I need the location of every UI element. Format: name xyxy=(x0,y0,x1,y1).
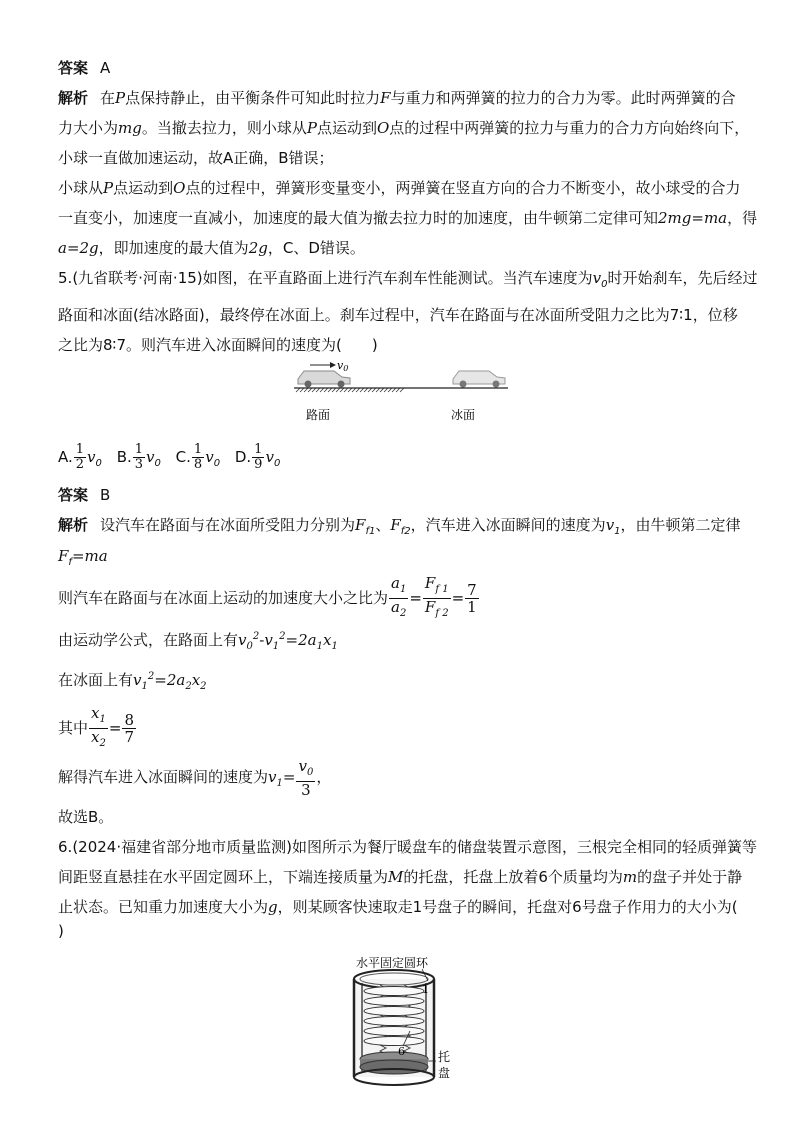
fraction-a1-a2: $\frac{a_1}{a_2}$ xyxy=(391,574,407,619)
plate-warmer-figure xyxy=(58,943,748,1143)
explanation-label: 解析 xyxy=(58,516,89,534)
road-kinematics-line: 由运动学公式，在路面上有$v_0^2-v_1^2=2a_1x_1$ xyxy=(58,631,338,652)
option-d[interactable]: D. $\frac{1}{9}$ $v_0$ xyxy=(234,442,281,472)
explanation-line-4: 小球从P点运动到O点的过程中，弹簧形变量变小，两弹簧在竖直方向的合力不断变小，故小球受的合力 xyxy=(58,179,741,197)
answer-label: 答案 xyxy=(58,486,89,504)
option-a[interactable]: A. $\frac{1}{2}$ $v_0$ xyxy=(58,442,102,472)
velocity-label: v0 xyxy=(337,359,349,373)
road-label: 路面 xyxy=(306,408,331,422)
ice-label: 冰面 xyxy=(451,408,476,422)
ring-label: 水平固定圆环 xyxy=(356,956,429,970)
fraction-7-1: $\frac{7}{1}$ xyxy=(467,581,477,616)
road-ice-figure xyxy=(58,357,748,437)
explanation-label: 解析 xyxy=(58,89,89,107)
plate-1-label: 1 xyxy=(422,983,429,996)
tray-icon xyxy=(354,1052,434,1085)
option-c[interactable]: C. $\frac{1}{8}$ $v_0$ xyxy=(175,442,221,472)
question-6-line-3: 止状态。已知重力加速度大小为g，则某顾客快速取走1号盘子的瞬间，托盘对6号盘子作用力的大小为( xyxy=(58,898,738,916)
options-row xyxy=(58,437,748,477)
answer-label: 答案 xyxy=(58,59,89,77)
explanation-line-6: a=2g，即加速度的最大值为2g，C、D错误。 xyxy=(58,239,365,257)
explanation-line-2: 力大小为mg。当撤去拉力，则小球从P点运动到O点的过程中两弹簧的拉力与重力的合力方向始终向下， xyxy=(58,119,750,137)
newton-law-line: $F_f=ma$ xyxy=(58,547,108,568)
tray-label-2: 盘 xyxy=(438,1066,451,1080)
question-5-line-2: 路面和冰面(结冰路面)，最终停在冰面上。刹车过程中，汽车在路面与在冰面所受阻力之比为7∶1，位移 xyxy=(58,306,738,324)
arrow-head-icon xyxy=(330,362,336,368)
option-b[interactable]: B. $\frac{1}{3}$ $v_0$ xyxy=(116,442,161,472)
question-number: 5. xyxy=(58,269,73,287)
question-6-line-4: ) xyxy=(58,922,64,940)
road-ice-diagram xyxy=(58,357,748,437)
question-6-line-2: 间距竖直悬挂在水平固定圆环上，下端连接质量为M的托盘，托盘上放着6个质量均为m的盘子并处于静 xyxy=(58,868,743,886)
fraction-ff1-ff2: $\frac{F_{f 1}}{F_{f 2}}$ xyxy=(424,574,449,619)
road-hatching xyxy=(296,388,404,392)
explanation-2-line-1: 解析 设汽车在路面与在冰面所受阻力分别为$F_{f1}$、$F_{f2}$，汽车进入冰面瞬间的速度为$v_1$，由牛顿第二定律 xyxy=(58,516,741,537)
car-on-road-icon xyxy=(298,371,350,388)
fraction-x1-x2: $\frac{x_1}{x_2}$ xyxy=(91,704,106,749)
question-5-line-3: 之比为8∶7。则汽车进入冰面瞬间的速度为( ) xyxy=(58,336,378,354)
question-number: 6. xyxy=(58,838,73,856)
car-on-ice-icon xyxy=(453,371,505,388)
answer-value: B xyxy=(100,486,111,504)
explanation-line-3: 小球一直做加速运动，故A正确，B错误； xyxy=(58,149,334,167)
plate-warmer-diagram xyxy=(58,943,748,1143)
fraction-8-7: $\frac{8}{7}$ xyxy=(124,711,134,746)
question-5-line-1: 5.(九省联考·河南·15)如图，在平直路面上进行汽车刹车性能测试。当汽车速度为$v_0$时开始刹车，先后经过 xyxy=(58,269,758,290)
tray-label-1: 托 xyxy=(438,1050,451,1064)
choice-line: 故选B。 xyxy=(58,808,114,826)
displacement-ratio-line: 其中 $\frac{x_1}{x_2}$ = $\frac{8}{7}$ xyxy=(58,705,748,749)
ice-kinematics-line: 在冰面上有$v_1^2=2a_2x_2$ xyxy=(58,671,207,692)
question-source: (2024·福建省部分地市质量监测) xyxy=(72,838,292,856)
answer-value: A xyxy=(100,59,111,77)
document-page xyxy=(58,56,758,1143)
plate-6-label: 6 xyxy=(398,1045,405,1058)
question-6-line-1: 6.(2024·福建省部分地市质量监测)如图所示为餐厅暖盘车的储盘装置示意图，三根完全相同的轻质弹簧等 xyxy=(58,838,757,856)
explanation-line-1: 解析 在P点保持静止，由平衡条件可知此时拉力F与重力和两弹簧的拉力的合力为零。此时两弹簧的合 xyxy=(58,89,736,107)
answer-line xyxy=(58,56,748,80)
explanation-line-5: 一直变小，加速度一直减小，加速度的最大值为撤去拉力时的加速度，由牛顿第二定律可知2mg=ma，得 xyxy=(58,209,758,227)
answer-line xyxy=(58,483,748,507)
fraction-v0-3: $\frac{v_0}{3}$ xyxy=(298,756,314,799)
result-line: 解得汽车进入冰面瞬间的速度为$v_1=$ $\frac{v_0}{3}$ ， xyxy=(58,756,332,799)
acceleration-ratio-line: 则汽车在路面与在冰面上运动的加速度大小之比为 $\frac{a_1}{a_2}$ = $\frac{F_{f 1}}{F_{f 2}}$ = $\frac{7}{1}$ xyxy=(58,575,748,619)
question-source: (九省联考·河南·15) xyxy=(72,269,203,287)
